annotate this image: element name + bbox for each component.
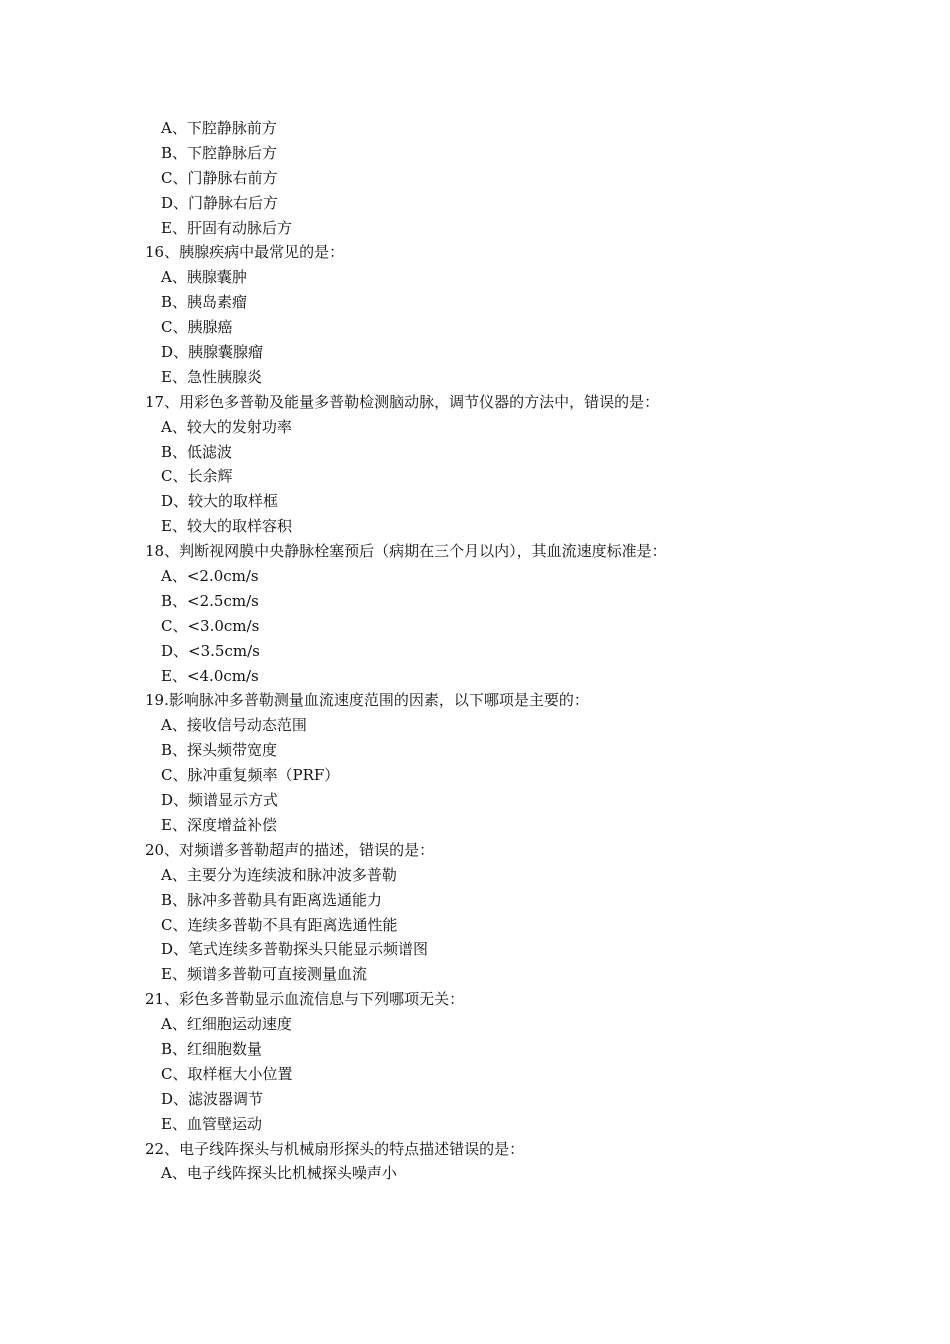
answer-option: B、探头频带宽度: [161, 741, 278, 760]
document-body: [0, 116, 950, 1186]
answer-option: E、血管壁运动: [161, 1114, 262, 1133]
answer-option: E、频谱多普勒可直接测量血流: [161, 965, 367, 984]
question-text: 19.影响脉冲多普勒测量血流速度范围的因素，以下哪项是主要的：: [145, 691, 589, 710]
answer-option: D、笔式连续多普勒探头只能显示频谱图: [161, 940, 429, 959]
question-text: 20、对频谱多普勒超声的描述，错误的是：: [145, 840, 435, 859]
answer-option: B、胰岛素瘤: [161, 293, 248, 312]
answer-option: A、接收信号动态范围: [161, 716, 307, 735]
answer-option: C、取样框大小位置: [161, 1064, 293, 1083]
answer-option: E、深度增益补偿: [161, 815, 277, 834]
question-text: 21、彩色多普勒显示血流信息与下列哪项无关：: [145, 990, 465, 1009]
answer-option: D、<3.5cm/s: [161, 641, 260, 660]
question-text: 16、胰腺疾病中最常见的是：: [145, 243, 345, 262]
answer-option: C、<3.0cm/s: [161, 616, 260, 635]
answer-option: E、急性胰腺炎: [161, 367, 262, 386]
question-text: 22、电子线阵探头与机械扇形探头的特点描述错误的是：: [145, 1139, 525, 1158]
answer-option: D、胰腺囊腺瘤: [161, 343, 264, 362]
question-text: 18、判断视网膜中央静脉栓塞预后（病期在三个月以内），其血流速度标准是：: [145, 542, 667, 561]
answer-option: B、<2.5cm/s: [161, 591, 259, 610]
answer-option: C、胰腺癌: [161, 318, 233, 337]
answer-option: B、红细胞数量: [161, 1039, 263, 1058]
answer-option: B、下腔静脉后方: [161, 143, 278, 162]
answer-option: E、肝固有动脉后方: [161, 218, 292, 237]
answer-option: D、门静脉右后方: [161, 193, 279, 212]
answer-option: C、长余辉: [161, 467, 233, 486]
answer-option: A、下腔静脉前方: [161, 119, 277, 137]
answer-option: C、门静脉右前方: [161, 168, 278, 187]
answer-option: A、红细胞运动速度: [161, 1015, 292, 1034]
answer-option: A、胰腺囊肿: [161, 268, 247, 287]
answer-option: A、较大的发射功率: [161, 417, 292, 436]
answer-option: B、低滤波: [161, 442, 233, 461]
answer-option: D、较大的取样框: [161, 492, 279, 511]
answer-option: C、脉冲重复频率（PRF）: [161, 766, 340, 785]
answer-option: C、连续多普勒不具有距离选通性能: [161, 915, 398, 934]
answer-option: D、滤波器调节: [161, 1089, 264, 1108]
question-text: 17、用彩色多普勒及能量多普勒检测脑动脉，调节仪器的方法中，错误的是：: [145, 392, 660, 411]
answer-option: A、主要分为连续波和脉冲波多普勒: [161, 865, 397, 884]
answer-option: A、电子线阵探头比机械探头噪声小: [161, 1164, 397, 1183]
answer-option: E、<4.0cm/s: [161, 666, 259, 685]
answer-option: A、<2.0cm/s: [161, 567, 259, 586]
answer-option: B、脉冲多普勒具有距离选通能力: [161, 890, 383, 909]
answer-option: D、频谱显示方式: [161, 791, 279, 810]
answer-option: E、较大的取样容积: [161, 517, 292, 536]
